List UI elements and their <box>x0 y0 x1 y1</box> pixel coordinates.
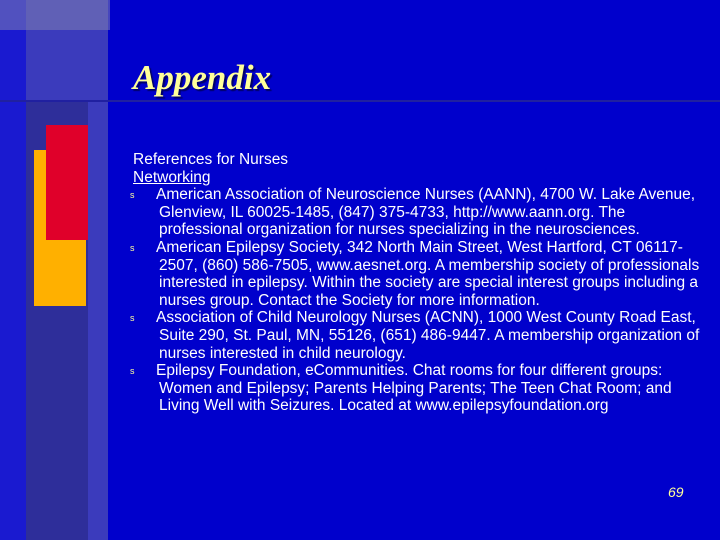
bullet-icon: s <box>130 190 135 201</box>
slide-body <box>130 151 703 415</box>
list-item-text: American Association of Neuroscience Nurses (AANN), 4700 W. Lake Avenue, Glenview, IL 60025-1485, (847) 375-4733, http://www.aann.org. The professional organization for nurses specializing in the neurosciences. <box>156 186 696 239</box>
list-item <box>130 309 703 362</box>
decorative-gray-top-block <box>0 0 110 30</box>
bullet-icon: s <box>130 366 135 377</box>
list-item <box>130 186 703 239</box>
section-heading: References for Nurses <box>133 151 289 168</box>
list-item-text: Association of Child Neurology Nurses (ACNN), 1000 West County Road East, Suite 290, St. Paul, MN, 55126, (651) 486-9447. A membership organization of nurses interested in child neurology. <box>156 309 700 362</box>
list-item <box>130 362 703 415</box>
slide-title: Appendix <box>133 58 272 97</box>
decorative-left-strip <box>0 0 26 540</box>
page-number: 69 <box>668 484 684 500</box>
reference-list <box>130 186 703 415</box>
decorative-red-block <box>46 125 88 240</box>
bullet-icon: s <box>130 313 135 324</box>
decorative-horizontal-line <box>0 100 720 102</box>
bullet-icon: s <box>130 242 135 253</box>
list-item <box>130 238 703 309</box>
list-item-text: Epilepsy Foundation, eCommunities. Chat rooms for four different groups: Women and Epilepsy; Parents Helping Parents; The Teen Chat Room; and Living Well with Seizures. Located at www.epilepsyfoundation.org <box>156 362 672 415</box>
section-subheading: Networking <box>133 168 211 186</box>
list-item-text: American Epilepsy Society, 342 North Main Street, West Hartford, CT 06117-2507, (860) 586-7505, www.aesnet.org. A membership society of professionals interested in epilepsy. Within the society are special interest groups including a nurses group. Contact the Society for more information. <box>156 238 700 309</box>
